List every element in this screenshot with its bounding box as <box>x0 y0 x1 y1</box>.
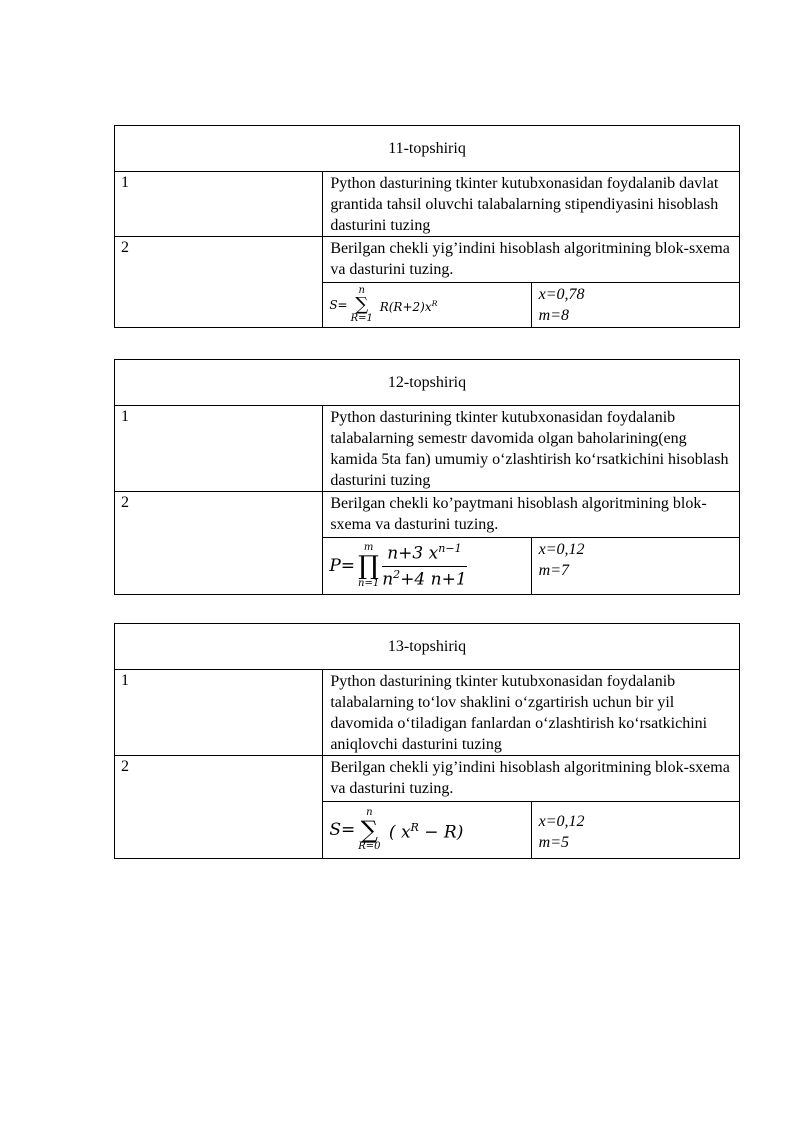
param-x: x=0,78 <box>538 286 585 303</box>
task-description: Berilgan chekli yig’indini hisoblash algoritmining blok-sxema va dasturini tuzing. <box>323 756 740 802</box>
formula-cell <box>323 538 531 595</box>
row-number: 2 <box>115 756 323 859</box>
param-m: m=7 <box>538 562 570 579</box>
product-operator: m ∏ n=1 <box>358 542 380 589</box>
row-number: 1 <box>115 670 323 756</box>
formula-cell <box>323 283 531 328</box>
task-table-11 <box>114 125 740 328</box>
param-x: x=0,12 <box>538 813 585 830</box>
formula-lhs: P= <box>329 555 356 576</box>
task-description: Berilgan chekli yig’indini hisoblash algoritmining blok-sxema va dasturini tuzing. <box>323 237 740 283</box>
formula-lhs: S= <box>329 819 356 840</box>
task-table-13 <box>114 623 740 859</box>
param-x: x=0,12 <box>538 541 585 558</box>
params-cell <box>531 538 739 595</box>
task-description: Python dasturining tkinter kutubxonasidan foydalanib talabalarning semestr davomida olgan baholarining(eng kamida 5ta fan) umumiy o‘zlashtirish ko‘rsatkichini hisoblash dasturini tuzing <box>323 406 740 492</box>
formula-lhs: S= <box>329 297 348 312</box>
task-description: Berilgan chekli ko’paytmani hisoblash algoritmining blok-sxema va dasturini tuzing. <box>323 492 740 538</box>
formula-body: ( $x^R - R$) <box>383 820 464 843</box>
row-number: 2 <box>115 492 323 595</box>
param-m: m=8 <box>538 307 570 324</box>
sum-operator: n ∑ R=1 <box>350 285 373 324</box>
task-title: 12-topshiriq <box>115 360 740 406</box>
fraction-denominator: $n^2+4$ n+1 <box>382 567 467 590</box>
sum-operator: n ∑ R=0 <box>358 807 381 852</box>
row-number: 2 <box>115 237 323 328</box>
row-number: 1 <box>115 406 323 492</box>
product-formula <box>329 543 466 589</box>
sum-formula <box>329 286 437 324</box>
task-description: Python dasturining tkinter kutubxonasidan foydalanib talabalarning to‘lov shaklini o‘zgartirish uchun bir yil davomida o‘tiladigan fanlardan o‘zlashtirish ko‘rsatkichini aniqlovchi dasturini tuzing <box>323 670 740 756</box>
task-title: 11-topshiriq <box>115 126 740 172</box>
params-cell <box>531 802 739 859</box>
formula-fraction <box>382 543 466 589</box>
row-number: 1 <box>115 172 323 237</box>
sum-formula <box>329 808 463 852</box>
task-title: 13-topshiriq <box>115 624 740 670</box>
fraction-numerator: n+3 $x^{n-1}$ <box>387 542 462 564</box>
formula-body: $R(R+2)x^R$ <box>375 298 438 314</box>
task-table-12 <box>114 359 740 595</box>
param-m: m=5 <box>538 834 570 851</box>
formula-cell <box>323 802 531 859</box>
params-cell <box>531 283 739 328</box>
task-description: Python dasturining tkinter kutubxonasidan foydalanib davlat grantida tahsil oluvchi talabalarning stipendiyasini hisoblash dasturini tuzing <box>323 172 740 237</box>
